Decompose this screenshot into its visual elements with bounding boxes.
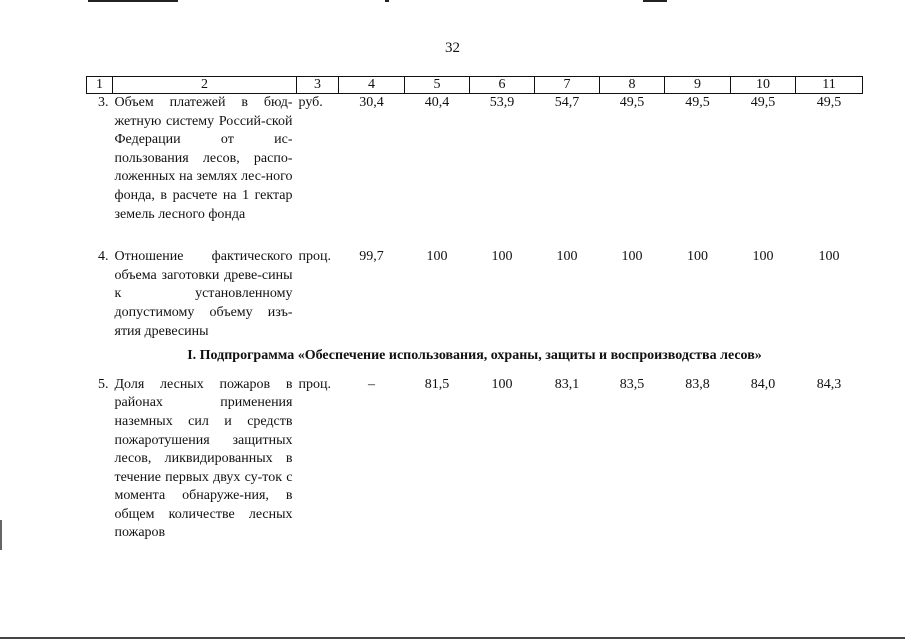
indicator-name: Объем платежей в бюд-жетную систему Россий-ской Федерации от ис-пользования лесов, распо-ложенных на землях лес-ного фонда, в расчете на 1 гектар земель лесного фонда [114,95,293,222]
value-cell: – [368,376,375,392]
header-cell: 5 [405,77,470,94]
value-cell: 100 [491,249,513,265]
table-row [87,94,863,225]
value-cell: 83,8 [685,376,710,392]
value-cell: 49,5 [750,95,776,110]
value-cell: 54,7 [554,95,580,110]
table-row [87,248,863,341]
indicator-name: Доля лесных пожаров в районах применения наземных сил и средств пожаротушения защитных лесов, ликвидированных в течение первых двух су-ток с момента обнаруже-ния, в общем количестве лесных пожаров [114,376,293,541]
value-cell: 100 [818,249,840,265]
indicator-name: Отношение фактического объема заготовки древе-сины к установленному допустимому объему изъ-ятия древесины [114,249,293,339]
header-cell: 3 [297,77,339,94]
value-cell: 100 [491,376,513,392]
header-cell: 2 [113,77,297,94]
value-cell: 84,0 [750,376,776,392]
header-row [87,77,863,94]
value-cell: 100 [426,249,448,265]
value-cell: 83,1 [554,376,580,392]
header-cell: 1 [87,77,113,94]
bottom-scan-line [0,637,905,639]
header-cell: 8 [600,77,665,94]
scan-edge-mark [0,520,2,550]
value-cell: 100 [621,249,643,265]
section-title: I. Подпрограмма «Обеспечение использования, охраны, защиты и воспроизводства лесов» [187,348,762,364]
top-scan-line-left [88,0,178,2]
value-cell: 53,9 [489,95,515,110]
page-number: 32 [445,40,460,56]
value-cell: 84,3 [816,376,842,392]
value-cell: 99,7 [359,249,384,265]
value-cell: 100 [752,249,774,265]
unit: проц. [298,376,331,392]
value-cell: 40,4 [424,95,450,110]
value-cell: 83,5 [619,376,645,392]
table-row [87,376,863,543]
value-cell: 49,5 [816,95,842,110]
indicator-table [86,76,863,543]
value-cell: 49,5 [685,95,710,110]
header-cell: 6 [470,77,535,94]
row-number: 5. [98,376,109,392]
row-spacer [87,224,863,248]
value-cell: 81,5 [424,376,450,392]
value-cell: 100 [687,249,708,265]
section-row [87,341,863,376]
top-scan-line-right [643,0,667,2]
unit: проц. [298,249,331,265]
header-cell: 9 [665,77,731,94]
header-cell: 4 [339,77,405,94]
row-number: 3. [98,95,109,110]
row-number: 4. [98,249,109,265]
header-cell: 7 [535,77,600,94]
value-cell: 30,4 [359,95,384,110]
value-cell: 49,5 [619,95,645,110]
top-scan-line-mid [385,0,389,2]
header-cell: 11 [796,77,863,94]
value-cell: 100 [556,249,578,265]
header-cell: 10 [731,77,796,94]
unit: руб. [298,95,323,110]
